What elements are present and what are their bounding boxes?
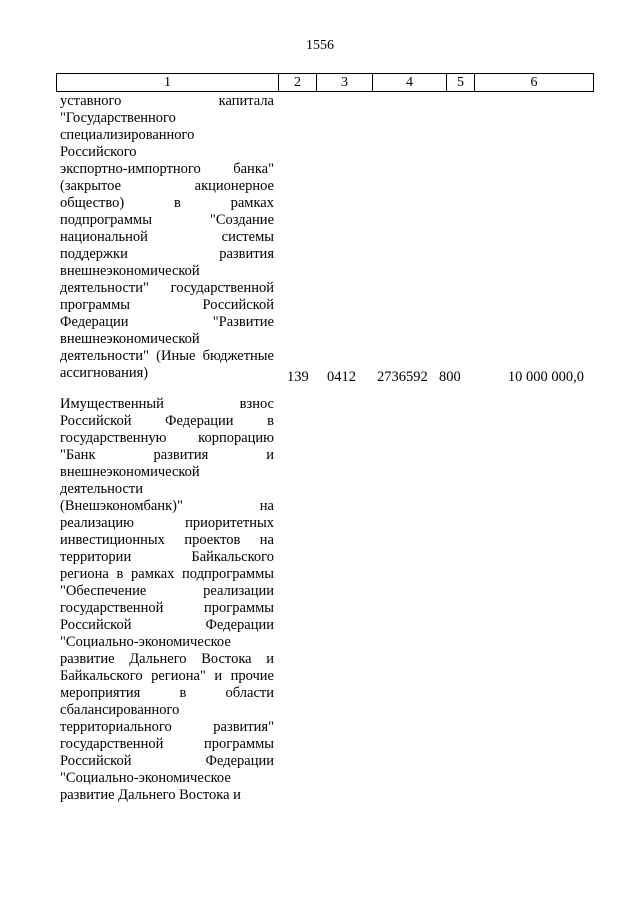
text-line: национальной системы — [60, 229, 274, 245]
text-line: "Государственного — [60, 110, 176, 126]
text-line: государственной программы — [60, 600, 274, 616]
text-line: деятельности" государственной — [60, 280, 274, 296]
column-header-3: 3 — [317, 74, 373, 92]
column-header-5: 5 — [447, 74, 475, 92]
text-line: Имущественный взнос — [60, 396, 274, 412]
text-line: "Банк развития и — [60, 447, 274, 463]
column-header-2: 2 — [279, 74, 317, 92]
text-line: территориального развития" — [60, 719, 274, 735]
text-line: внешнеэкономической — [60, 263, 200, 279]
text-line: Российской Федерации в — [60, 413, 274, 429]
text-line: Байкальского региона" и прочие — [60, 668, 274, 684]
text-line: деятельности — [60, 481, 144, 497]
row-1-gr-code: 139 — [287, 369, 309, 385]
text-line: ассигнования) — [60, 365, 149, 381]
text-line: региона в рамках подпрограммы — [60, 566, 274, 582]
text-line: Российской Федерации — [60, 617, 274, 633]
text-line: Российского — [60, 144, 137, 160]
text-line: деятельности" (Иные бюджетные — [60, 348, 274, 364]
text-line: (Внешэкономбанк)" на — [60, 498, 274, 514]
row-1-rz-code: 0412 — [327, 369, 356, 385]
text-line: программы Российской — [60, 297, 274, 313]
text-line: внешнеэкономической — [60, 331, 200, 347]
text-line: "Обеспечение реализации — [60, 583, 274, 599]
text-line: "Социально-экономическое — [60, 770, 231, 786]
text-line: сбалансированного — [60, 702, 180, 718]
text-line: территории Байкальского — [60, 549, 274, 565]
row-1-vr-code: 800 — [439, 369, 461, 385]
text-line: Российской Федерации — [60, 753, 274, 769]
text-line: развитие Дальнего Востока и — [60, 651, 274, 667]
text-line: развитие Дальнего Востока и — [60, 787, 241, 803]
row-1-description — [60, 93, 274, 382]
column-header-row — [57, 74, 594, 92]
row-1-cs-code: 2736592 — [377, 369, 428, 385]
text-line: уставного капитала — [60, 93, 274, 109]
text-line: подпрограммы "Создание — [60, 212, 274, 228]
text-line: общество) в рамках — [60, 195, 274, 211]
text-line: реализацию приоритетных — [60, 515, 274, 531]
text-line: экспортно-импортного банка" — [60, 161, 274, 177]
column-header-1: 1 — [57, 74, 279, 92]
row-2-description — [60, 396, 274, 804]
column-header-table — [56, 73, 594, 92]
text-line: мероприятия в области — [60, 685, 274, 701]
page-number: 1556 — [306, 38, 334, 53]
text-line: инвестиционных проектов на — [60, 532, 274, 548]
column-header-4: 4 — [373, 74, 447, 92]
text-line: (закрытое акционерное — [60, 178, 274, 194]
text-line: специализированного — [60, 127, 195, 143]
text-line: поддержки развития — [60, 246, 274, 262]
text-line: "Социально-экономическое — [60, 634, 231, 650]
text-line: Федерации "Развитие — [60, 314, 274, 330]
row-1-sum: 10 000 000,0 — [507, 369, 584, 385]
column-header-6: 6 — [475, 74, 594, 92]
text-line: государственной программы — [60, 736, 274, 752]
text-line: внешнеэкономической — [60, 464, 200, 480]
text-line: государственную корпорацию — [60, 430, 274, 446]
